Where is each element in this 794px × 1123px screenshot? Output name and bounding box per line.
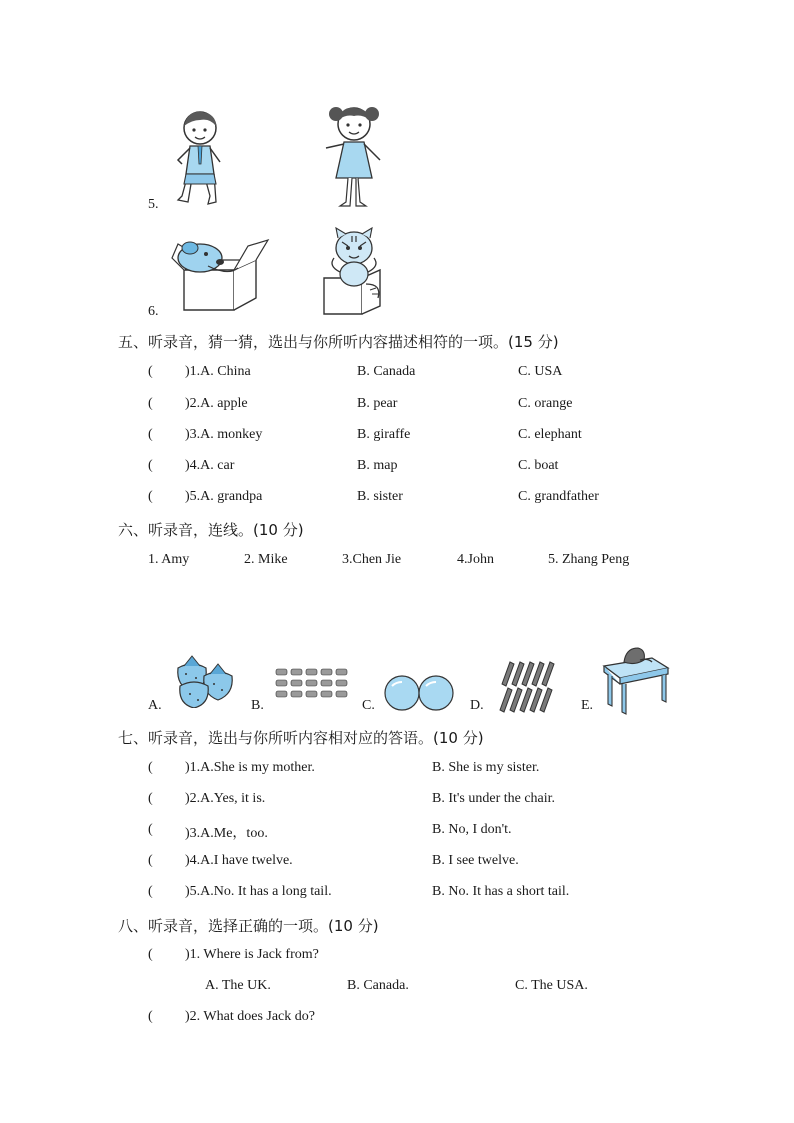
name-label: 4.John bbox=[457, 552, 494, 567]
question-option-c: C. elephant bbox=[518, 427, 582, 442]
section-8-heading: 八、听录音，选择正确的一项。(10 分) bbox=[118, 917, 379, 935]
picture-label: B. bbox=[251, 698, 264, 713]
question-option-c: C. orange bbox=[518, 396, 573, 411]
response-option-b: B. It's under the chair. bbox=[432, 791, 556, 806]
answer-bracket: ( bbox=[148, 822, 153, 837]
answer-bracket: ( bbox=[148, 1009, 153, 1024]
name-label: 2. Mike bbox=[244, 552, 288, 567]
picture-label: C. bbox=[362, 698, 375, 713]
answer-bracket: ( bbox=[148, 364, 153, 379]
section-6-heading: 六、听录音，连线。(10 分) bbox=[118, 521, 304, 539]
name-label: 5. Zhang Peng bbox=[548, 552, 630, 567]
question-option-a: )2.A. apple bbox=[185, 396, 248, 411]
response-option-b: B. No, I don't. bbox=[432, 822, 512, 837]
picture-label: A. bbox=[148, 698, 162, 713]
strawberries-icon bbox=[170, 650, 238, 708]
answer-bracket: ( bbox=[148, 396, 153, 411]
dog-in-box-picture bbox=[168, 236, 270, 314]
girl-waving-picture bbox=[320, 100, 386, 212]
question-option-a: )5.A. grandpa bbox=[185, 489, 263, 504]
question-option-a: )1.A. China bbox=[185, 364, 251, 379]
question-option-b: B. map bbox=[357, 458, 398, 473]
question-option-a: )4.A. car bbox=[185, 458, 235, 473]
response-option-a: )2.A.Yes, it is. bbox=[185, 791, 266, 806]
cars-icon bbox=[274, 667, 354, 701]
response-option-b: B. No. It has a short tail. bbox=[432, 884, 570, 899]
boy-walking-picture bbox=[170, 108, 228, 210]
section-7-heading: 七、听录音，选出与你所听内容相对应的答语。(10 分) bbox=[118, 729, 484, 747]
desk-with-cap-icon bbox=[600, 640, 672, 716]
tiger-in-box-picture bbox=[318, 226, 390, 318]
question-option-c: C. boat bbox=[518, 458, 559, 473]
question-option-b: B. Canada. bbox=[347, 978, 409, 993]
response-option-b: B. I see twelve. bbox=[432, 853, 519, 868]
question-option-b: B. sister bbox=[357, 489, 403, 504]
question-option-b: B. Canada bbox=[357, 364, 416, 379]
picture-label: E. bbox=[581, 698, 594, 713]
question-text: )2. What does Jack do? bbox=[185, 1009, 315, 1024]
answer-bracket: ( bbox=[148, 458, 153, 473]
picture-label: D. bbox=[470, 698, 484, 713]
answer-bracket: ( bbox=[148, 760, 153, 775]
answer-bracket: ( bbox=[148, 427, 153, 442]
question-option-a: A. The UK. bbox=[205, 978, 271, 993]
pencils-icon bbox=[494, 658, 562, 714]
section-5-heading: 五、听录音，猜一猜，选出与你所听内容描述相符的一项。(15 分) bbox=[118, 333, 559, 351]
question-option-b: B. giraffe bbox=[357, 427, 411, 442]
response-option-b: B. She is my sister. bbox=[432, 760, 540, 775]
question-text: )1. Where is Jack from? bbox=[185, 947, 319, 962]
answer-bracket: ( bbox=[148, 947, 153, 962]
balls-icon bbox=[384, 674, 456, 712]
item-number: 6. bbox=[148, 304, 159, 319]
question-option-a: )3.A. monkey bbox=[185, 427, 263, 442]
item-number: 5. bbox=[148, 197, 159, 212]
response-option-a: )5.A.No. It has a long tail. bbox=[185, 884, 332, 899]
answer-bracket: ( bbox=[148, 489, 153, 504]
question-option-c: C. grandfather bbox=[518, 489, 599, 504]
response-option-a: )4.A.I have twelve. bbox=[185, 853, 293, 868]
question-option-c: C. The USA. bbox=[515, 978, 588, 993]
question-option-c: C. USA bbox=[518, 364, 563, 379]
name-label: 3.Chen Jie bbox=[342, 552, 402, 567]
response-option-a: )3.A.Me，too. bbox=[185, 826, 268, 841]
question-option-b: B. pear bbox=[357, 396, 398, 411]
answer-bracket: ( bbox=[148, 884, 153, 899]
answer-bracket: ( bbox=[148, 791, 153, 806]
answer-bracket: ( bbox=[148, 853, 153, 868]
response-option-a: )1.A.She is my mother. bbox=[185, 760, 315, 775]
name-label: 1. Amy bbox=[148, 552, 190, 567]
